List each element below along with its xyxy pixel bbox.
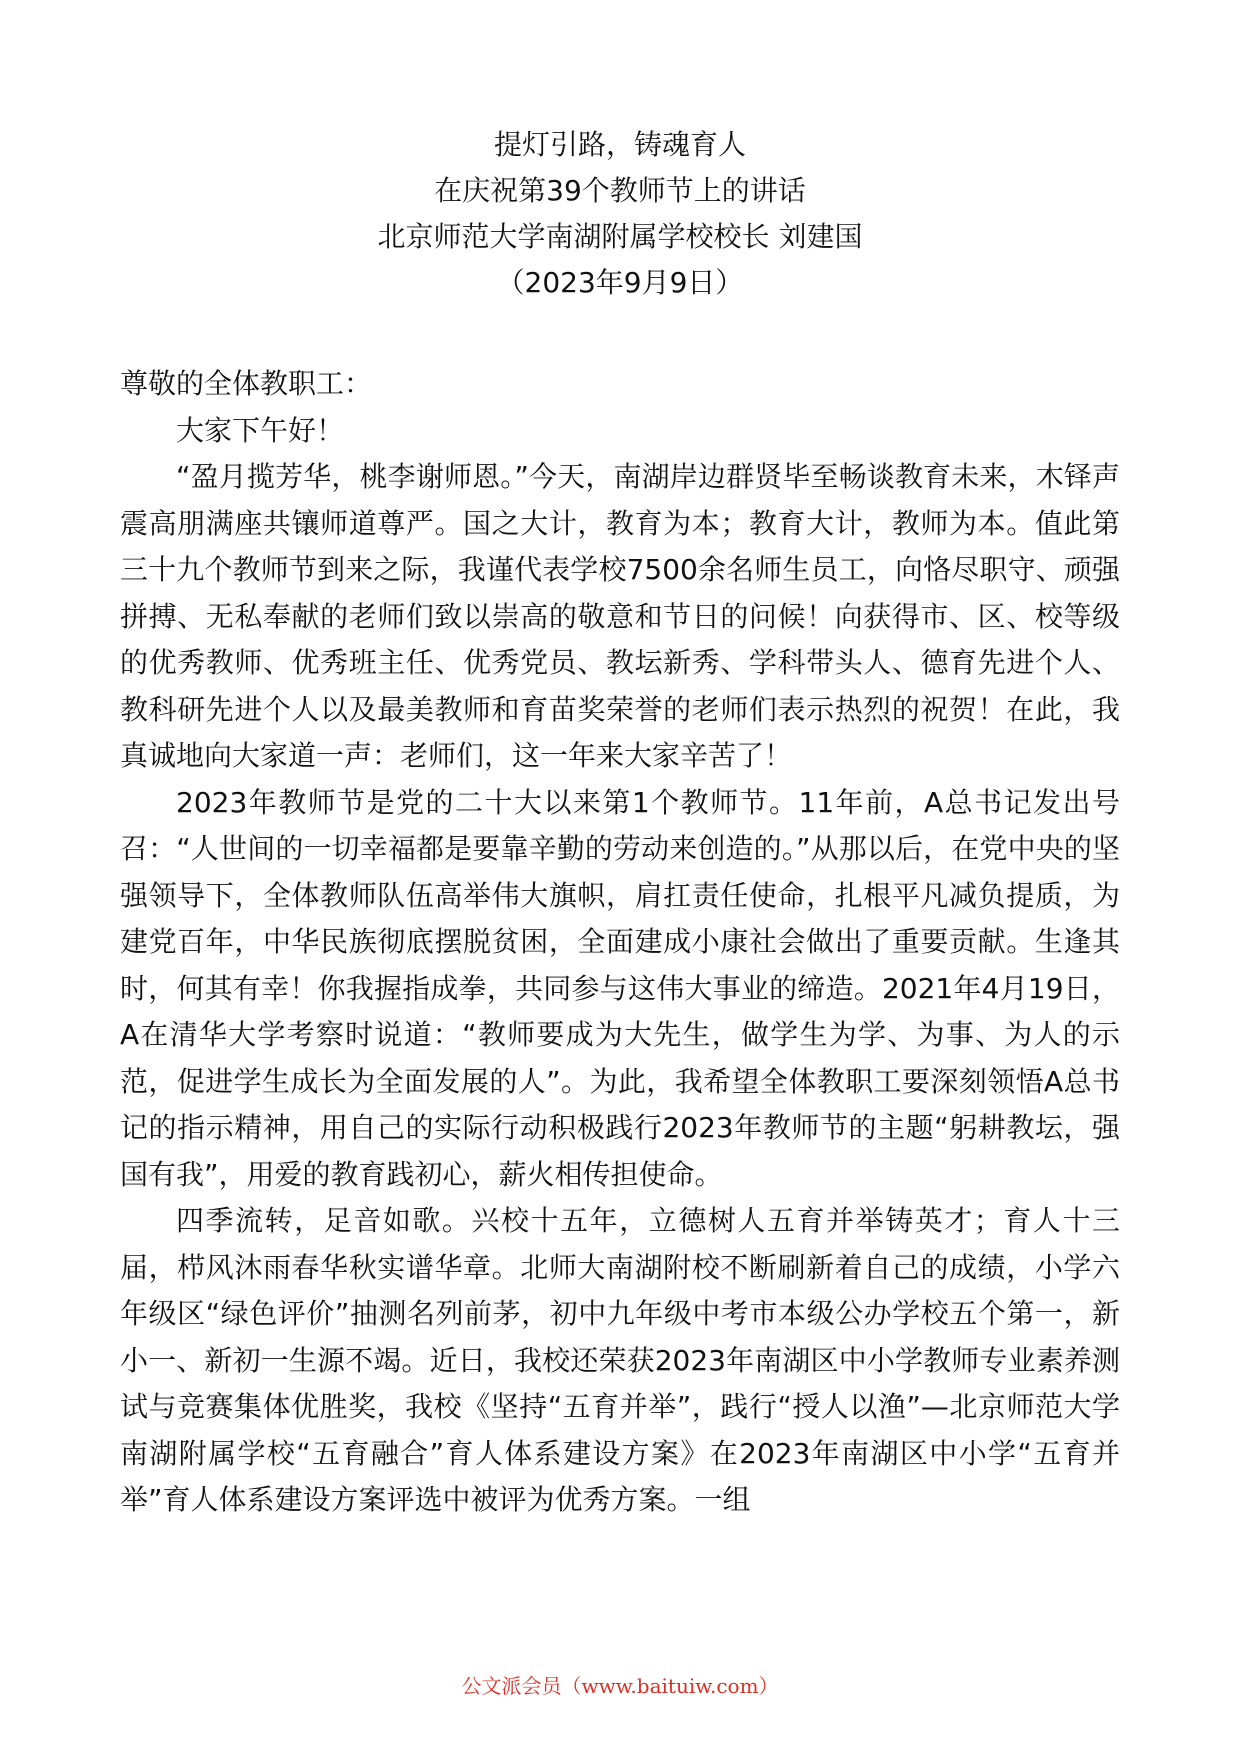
document-body	[120, 361, 1120, 1524]
footer-watermark-link[interactable]: 公文派会员（www.baituiw.com）	[461, 1674, 779, 1698]
paragraph-1: “盈月揽芳华，桃李谢师恩。”今天，南湖岸边群贤毕至畅谈教育未来，木铎声震高朋满座共镶师道尊严。国之大计，教育为本；教育大计，教师为本。值此第三十九个教师节到来之际，我谨代表学校7500余名师生员工，向恪尽职守、顽强拼搏、无私奉献的老师们致以崇高的敬意和节日的问候！向获得市、区、校等级的优秀教师、优秀班主任、优秀党员、教坛新秀、学科带头人、德育先进个人、教科研先进个人以及最美教师和育苗奖荣誉的老师们表示热烈的祝贺！在此，我真诚地向大家道一声：老师们，这一年来大家辛苦了！	[120, 460, 1120, 772]
speech-date: （2023年9月9日）	[496, 266, 744, 299]
speaker-line: 北京师范大学南湖附属学校校长 刘建国	[377, 220, 863, 253]
salutation: 尊敬的全体教职工：	[120, 367, 373, 400]
paragraph-2: 2023年教师节是党的二十大以来第1个教师节。11年前，A总书记发出号召：“人世间的一切幸福都是要靠辛勤的劳动来创造的。”从那以后，在党中央的坚强领导下，全体教师队伍高举伟大旗帜，肩扛责任使命，扎根平凡减负提质，为建党百年，中华民族彻底摆脱贫困，全面建成小康社会做出了重要贡献。生逢其时，何其有幸！你我握指成拳，共同参与这伟大事业的缔造。2021年4月19日，A在清华大学考察时说道：“教师要成为大先生，做学生为学、为事、为人的示范，促进学生成长为全面发展的人”。为此，我希望全体教职工要深刻领悟A总书记的指示精神，用自己的实际行动积极践行2023年教师节的主题“躬耕教坛，强国有我”，用爱的教育践初心，薪火相传担使命。	[120, 785, 1120, 1191]
document-title-block	[0, 122, 1240, 306]
paragraph-greeting: 大家下午好！	[176, 413, 345, 447]
speech-subtitle: 在庆祝第39个教师节上的讲话	[434, 174, 806, 207]
paragraph-3: 四季流转，足音如歌。兴校十五年，立德树人五育并举铸英才；育人十三届，栉风沐雨春华秋实谱华章。北师大南湖附校不断刷新着自己的成绩，小学六年级区“绿色评价”抽测名列前茅，初中九年级中考市本级公办学校五个第一，新小一、新初一生源不竭。近日，我校还荣获2023年南湖区中小学教师专业素养测试与竞赛集体优胜奖，我校《坚持“五育并举”，践行“授人以渔”—北京师范大学南湖附属学校“五育融合”育人体系建设方案》在2023年南湖区中小学“五育并举”育人体系建设方案评选中被评为优秀方案。一组	[120, 1204, 1120, 1516]
speech-title: 提灯引路，铸魂育人	[493, 128, 746, 161]
